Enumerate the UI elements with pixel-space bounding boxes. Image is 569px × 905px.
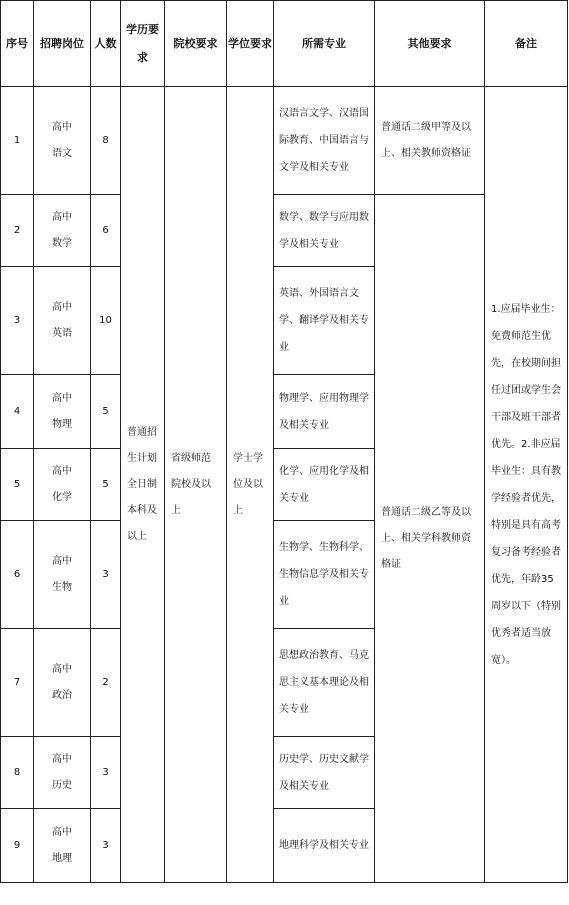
header-position: 招聘岗位	[34, 1, 91, 87]
seq-cell: 3	[1, 267, 34, 375]
header-other: 其他要求	[375, 1, 485, 87]
position-cell: 高中 地理	[34, 809, 91, 883]
count-cell: 6	[91, 195, 121, 267]
remarks-cell: 1.应届毕业生：免费师范生优先，在校期间担任过团或学生会干部及班干部者优先。2.非应届毕业生：具有教学经验者优先，特别是具有高考复习备考经验者优先，年龄35周岁以下（特别优秀者适当放宽）。	[485, 87, 568, 883]
seq-cell: 5	[1, 449, 34, 521]
header-major: 所需专业	[274, 1, 375, 87]
table-row	[1, 195, 568, 267]
seq-cell: 8	[1, 737, 34, 809]
count-cell: 3	[91, 809, 121, 883]
position-cell: 高中 历史	[34, 737, 91, 809]
seq-cell: 4	[1, 375, 34, 449]
major-cell: 物理学、应用物理学及相关专业	[274, 375, 375, 449]
position-cell: 高中 英语	[34, 267, 91, 375]
seq-cell: 2	[1, 195, 34, 267]
position-cell: 高中 政治	[34, 629, 91, 737]
major-cell: 化学、应用化学及相关专业	[274, 449, 375, 521]
position-cell: 高中 化学	[34, 449, 91, 521]
major-cell: 思想政治教育、马克思主义基本理论及相关专业	[274, 629, 375, 737]
count-cell: 10	[91, 267, 121, 375]
header-degree: 学位要求	[227, 1, 274, 87]
major-cell: 英语、外国语言文学、翻译学及相关专业	[274, 267, 375, 375]
major-cell: 数学、数学与应用数学及相关专业	[274, 195, 375, 267]
header-remarks: 备注	[485, 1, 568, 87]
count-cell: 3	[91, 521, 121, 629]
major-cell: 生物学、生物科学、生物信息学及相关专业	[274, 521, 375, 629]
count-cell: 3	[91, 737, 121, 809]
seq-cell: 1	[1, 87, 34, 195]
major-cell: 汉语言文学、汉语国际教育、中国语言与文学及相关专业	[274, 87, 375, 195]
position-cell: 高中 语文	[34, 87, 91, 195]
seq-cell: 7	[1, 629, 34, 737]
major-cell: 地理科学及相关专业	[274, 809, 375, 883]
header-school: 院校要求	[165, 1, 227, 87]
major-cell: 历史学、历史文献学及相关专业	[274, 737, 375, 809]
other-requirement-cell: 普通话二级乙等及以上、相关学科教师资格证	[375, 195, 485, 883]
count-cell: 8	[91, 87, 121, 195]
degree-cell: 学士学位及以上	[227, 87, 274, 883]
seq-cell: 9	[1, 809, 34, 883]
position-cell: 高中 生物	[34, 521, 91, 629]
count-cell: 2	[91, 629, 121, 737]
table-row	[1, 87, 568, 195]
header-row	[1, 1, 568, 87]
seq-cell: 6	[1, 521, 34, 629]
count-cell: 5	[91, 449, 121, 521]
position-cell: 高中 数学	[34, 195, 91, 267]
position-cell: 高中 物理	[34, 375, 91, 449]
header-seq: 序号	[1, 1, 34, 87]
count-cell: 5	[91, 375, 121, 449]
education-cell: 普通招生计划全日制本科及以上	[121, 87, 165, 883]
school-cell: 省级师范院校及以上	[165, 87, 227, 883]
header-education: 学历要求	[121, 1, 165, 87]
header-count: 人数	[91, 1, 121, 87]
other-requirement-cell: 普通话二级甲等及以上、相关教师资格证	[375, 87, 485, 195]
